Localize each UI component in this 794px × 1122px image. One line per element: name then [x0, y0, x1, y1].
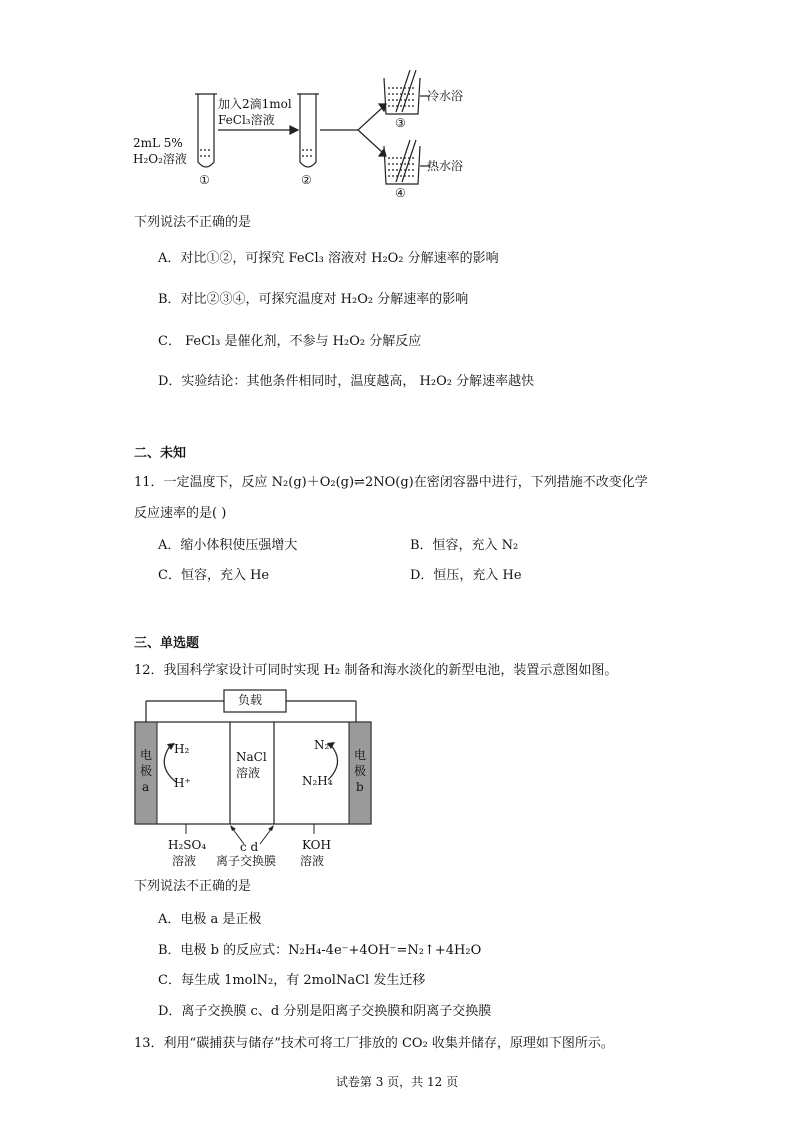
- h2so4-label-1: H₂SO₄: [168, 838, 207, 852]
- q13-stem: 13．利用“碳捕获与储存”技术可将工厂排放的 CO₂ 收集并储存，原理如下图所示。: [134, 1036, 614, 1051]
- reagent-label-1: 2mL 5%: [133, 136, 183, 150]
- add-label-1: 加入2滴1mol: [218, 97, 292, 111]
- q10-stem: 下列说法不正确的是: [134, 215, 252, 230]
- q12-option-c: C．每生成 1molN₂，有 2molNaCl 发生迁移: [158, 973, 426, 988]
- q12-option-b: B．电极 b 的反应式：N₂H₄-4e⁻+4OH⁻=N₂↑+4H₂O: [158, 943, 482, 958]
- h2so4-label-2: 溶液: [172, 854, 197, 868]
- q10-option-c: C． FeCl₃ 是催化剂，不参与 H₂O₂ 分解反应: [158, 334, 422, 349]
- beaker-3-cold: [384, 70, 430, 114]
- hplus-label: H⁺: [174, 776, 191, 790]
- tube-2-label: ②: [301, 173, 312, 187]
- q12-option-a: A．电极 a 是正极: [158, 912, 262, 927]
- membrane-label: 离子交换膜: [216, 854, 277, 868]
- test-tube-2: [297, 94, 319, 167]
- electrode-a-char-2: 极: [140, 764, 153, 778]
- page-footer: 试卷第 3 页，共 12 页: [335, 1075, 459, 1089]
- electrode-b-char-1: 电: [354, 748, 367, 762]
- h2-label: H₂: [174, 742, 190, 756]
- q11-option-a: A．缩小体积使压强增大: [158, 538, 298, 553]
- q12-option-d: D．离子交换膜 c、d 分别是阳离子交换膜和阴离子交换膜: [158, 1004, 492, 1019]
- electrode-a-char-1: 电: [140, 748, 153, 762]
- q11-stem-line2: 反应速率的是( ): [134, 506, 227, 521]
- q11-option-d: D．恒压，充入 He: [410, 568, 522, 583]
- n2h4-label: N₂H₄: [302, 774, 333, 788]
- nacl-label-1: NaCl: [236, 750, 267, 764]
- q10-option-b: B．对比②③④，可探究温度对 H₂O₂ 分解速率的影响: [158, 292, 469, 307]
- electrode-a-char-3: a: [142, 780, 150, 794]
- q11-option-b: B．恒容，充入 N₂: [410, 538, 519, 553]
- reagent-label-2: H₂O₂溶液: [133, 152, 187, 166]
- q11-stem-line1: 11．一定温度下，反应 N₂(g)＋O₂(g)⇌2NO(g)在密闭容器中进行，下列措施不改变化学: [134, 475, 648, 490]
- section-3-title: 三、单选题: [134, 636, 200, 651]
- q11-option-c: C．恒容，充入 He: [158, 568, 270, 583]
- add-label-2: FeCl₃溶液: [218, 113, 275, 127]
- hot-bath-label: 热水浴: [427, 159, 464, 173]
- figure-h2o2-experiment: [120, 70, 480, 210]
- koh-label-1: KOH: [302, 838, 331, 852]
- load-label: 负载: [238, 693, 263, 707]
- beaker-4-label: ④: [395, 186, 406, 200]
- q12-stem: 12．我国科学家设计可同时实现 H₂ 制备和海水淡化的新型电池，装置示意图如图。: [134, 663, 618, 678]
- electrode-b-char-2: 极: [354, 764, 367, 778]
- koh-label-2: 溶液: [300, 854, 325, 868]
- tube-1-label: ①: [199, 173, 210, 187]
- cold-bath-label: 冷水浴: [427, 89, 464, 103]
- test-tube-1: [195, 94, 217, 167]
- branch-arrows: [320, 104, 386, 156]
- section-2-title: 二、未知: [134, 446, 187, 461]
- q10-option-d: D．实验结论：其他条件相同时，温度越高， H₂O₂ 分解速率越快: [158, 374, 535, 389]
- beaker-4-hot: [384, 140, 430, 184]
- q10-option-a: A．对比①②，可探究 FeCl₃ 溶液对 H₂O₂ 分解速率的影响: [158, 251, 499, 266]
- q12-stem-2: 下列说法不正确的是: [134, 879, 252, 894]
- beaker-3-label: ③: [395, 116, 406, 130]
- n2-label: N₂: [314, 738, 330, 752]
- electrode-b-char-3: b: [356, 780, 364, 794]
- nacl-label-2: 溶液: [236, 766, 261, 780]
- figure-battery: [130, 688, 380, 874]
- cd-label: c d: [240, 840, 259, 854]
- arrow-to-d: [260, 828, 272, 844]
